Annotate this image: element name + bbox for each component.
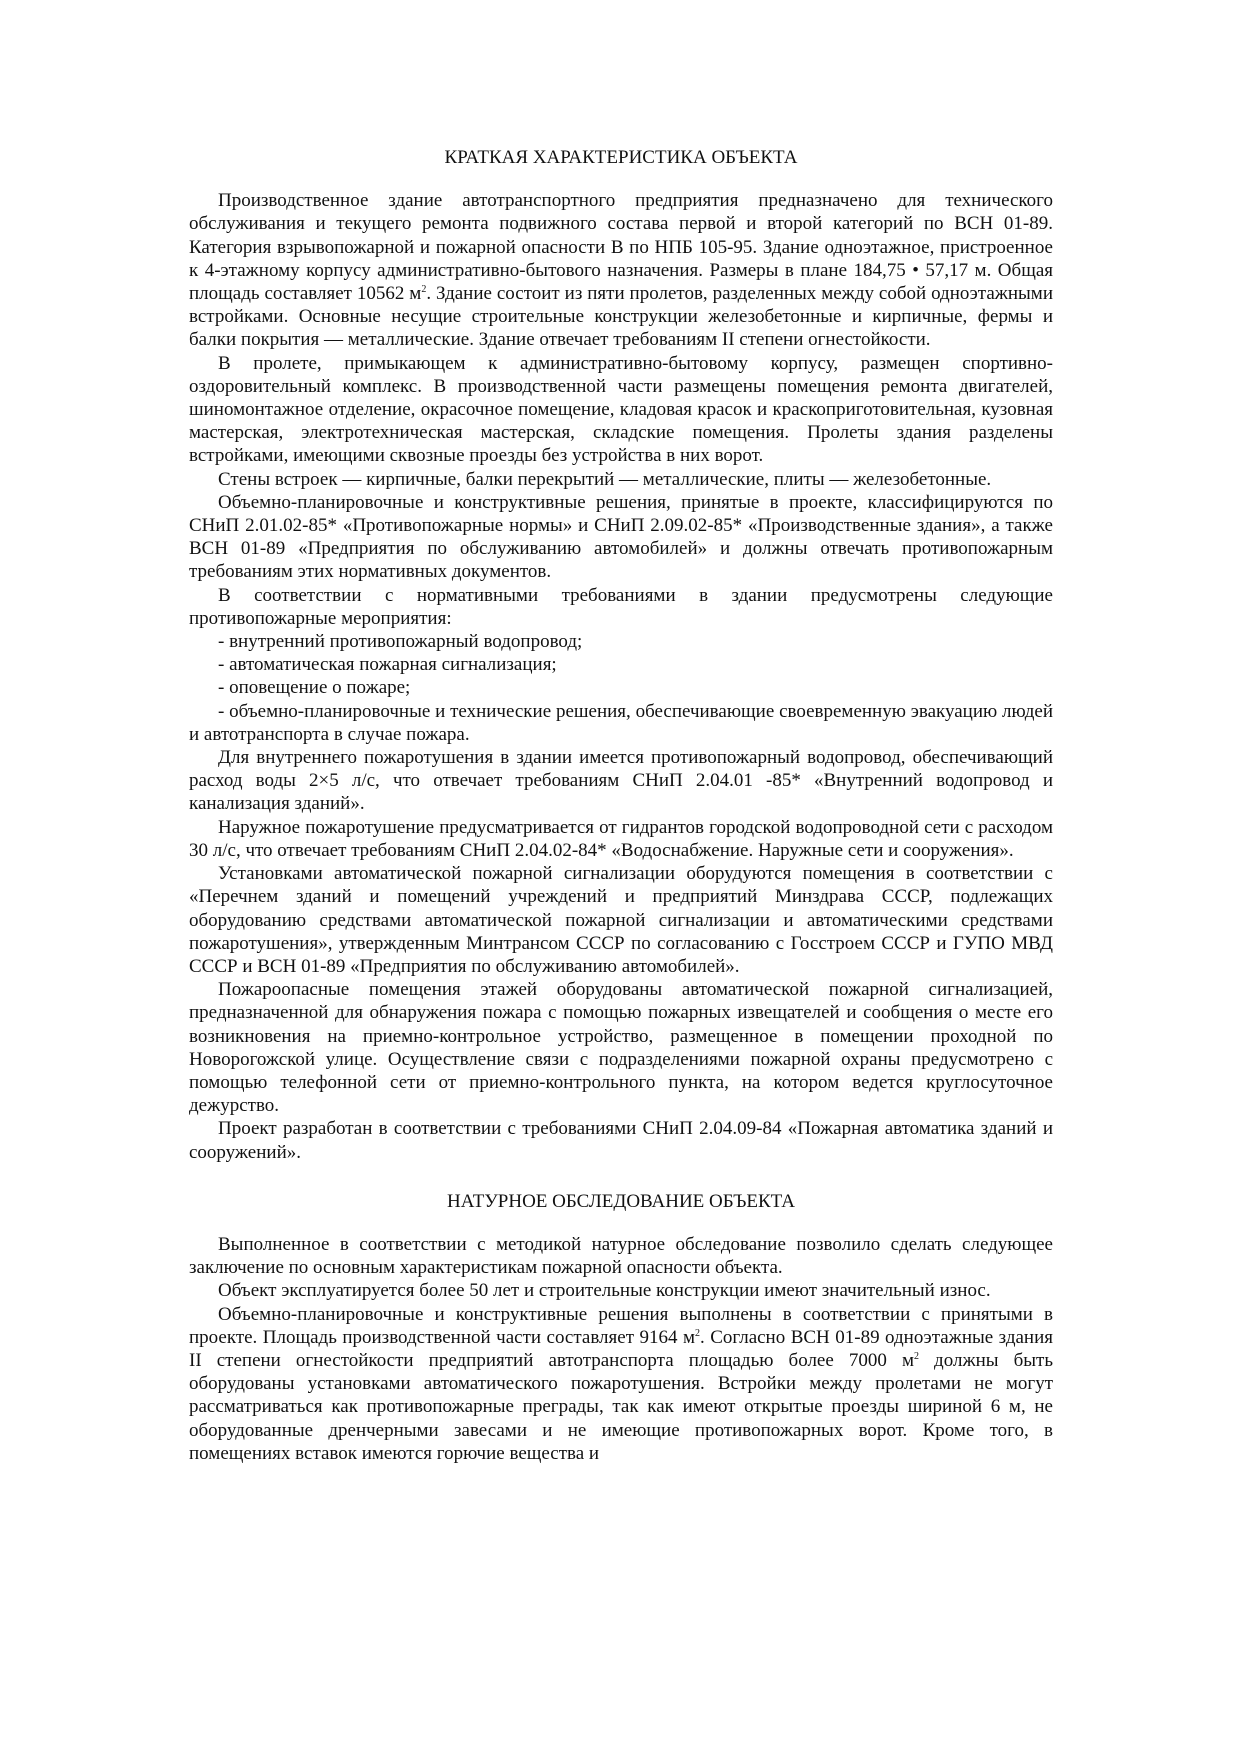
paragraph-text: Объемно-планировочные и конструктивные решения выполнены в соответствии с принятыми в проекте. Площадь производственной части составляет 9164 м [189,1303,1053,1348]
superscript: 2 [694,1327,700,1339]
paragraph-text: должны быть оборудованы установками автоматического пожаротушения. Встройки между пролетами не могут рассматриваться как противопожарные преграды, так как имеют открытые проезды шириной 6 м, не оборудованные дренчерными завесами и не имеющие противопожарных ворот. Кроме того, в помещениях вставок имеются горючие вещества и [189,1349,1053,1464]
paragraph-survey-details [189,1303,1053,1465]
paragraph-design-solutions: Объемно-планировочные и конструктивные решения, принятые в проекте, классифицируются по СНиП 2.01.02-85* «Противопожарные нормы» и СНиП 2.09.02-85* «Производственные здания», а также ВСН 01-89 «Предприятия по обслуживанию автомобилей» и должны отвечать противопожарным требованиям этих нормативных документов. [189,491,1053,583]
list-item: - автоматическая пожарная сигнализация; [218,654,557,676]
paragraph-external-firefighting: Наружное пожаротушение предусматривается от гидрантов городской водопроводной сети с расходом 30 л/с, что отвечает требованиям СНиП 2.04.02-84* «Водоснабжение. Наружные сети и сооружения». [189,816,1053,861]
paragraph-object-age: Объект эксплуатируется более 50 лет и строительные конструкции имеют значительный износ. [218,1280,991,1302]
list-item: - объемно-планировочные и технические решения, обеспечивающие своевременную эвакуацию людей и автотранспорта в случае пожара. [189,700,1053,745]
section-title-survey: НАТУРНОЕ ОБСЛЕДОВАНИЕ ОБЪЕКТА [446,1190,796,1212]
paragraph-internal-firefighting: Для внутреннего пожаротушения в здании имеется противопожарный водопровод, обеспечивающий расход воды 2×5 л/с, что отвечает требованиям СНиП 2.04.01 -85* «Внутренний водопровод и канализация зданий». [189,747,1053,815]
paragraph-alarm-installations: Установками автоматической пожарной сигнализации оборудуются помещения в соответствии с «Перечнем зданий и помещений учреждений и предприятий Минздрава СССР, подлежащих оборудованию средствами автоматической пожарной сигнализации и автоматическими средствами пожаротушения», утвержденным Минтрансом СССР по согласованию с Госстроем СССР и ГУПО МВД СССР и ВСН 01-89 «Предприятия по обслуживанию автомобилей». [189,863,1053,977]
paragraph-building-description [189,189,1053,351]
list-item: - оповещение о пожаре; [218,677,411,699]
document-page [189,146,1053,1741]
superscript: 2 [421,284,427,296]
paragraph-survey-conclusion: Выполненное в соответствии с методикой натурное обследование позволило сделать следующее заключение по основным характеристикам пожарной опасности объекта. [189,1233,1053,1279]
page-content [189,146,1053,1741]
paragraph-fire-hazard-rooms: Пожароопасные помещения этажей оборудованы автоматической пожарной сигнализацией, предназначенной для обнаружения пожара с помощью пожарных извещателей и сообщения о месте его возникновения на приемно-контрольное устройство, размещенное в помещении проходной по Новорогожской улице. Осуществление связи с подразделениями пожарной охраны предусмотрено с помощью телефонной сети от приемно-контрольного пункта, на котором ведется круглосуточное дежурство. [189,979,1053,1117]
paragraph-walls: Стены встроек — кирпичные, балки перекрытий — металлические, плиты — железобетонные. [218,468,992,490]
paragraph-text: . Здание состоит из пяти пролетов, разделенных между собой одноэтажными встройками. Основные несущие строительные конструкции железобетонные и кирпичные, фермы и балки покрытия — металлические. Здание отвечает требованиям II степени огнестойкости. [189,283,1053,351]
paragraph-spans: В пролете, примыкающем к административно-бытовому корпусу, размещен спортивно-оздоровительный комплекс. В производственной части размещены помещения ремонта двигателей, шиномонтажное отделение, окрасочное помещение, кладовая красок и краскоприготовительная, кузовная мастерская, электротехническая мастерская, складские помещения. Пролеты здания разделены встройками, имеющими сквозные проезды без устройства в них ворот. [189,352,1053,467]
superscript: 2 [913,1350,919,1362]
paragraph-requirements: В соответствии с нормативными требованиями в здании предусмотрены следующие противопожарные мероприятия: [189,584,1053,629]
list-item: - внутренний противопожарный водопровод; [218,631,583,653]
paragraph-text: Производственное здание автотранспортного предприятия предназначено для технического обслуживания и текущего ремонта подвижного состава первой и второй категорий по ВСН 01-89. Категория взрывопожарной и пожарной опасности В по НПБ 105-95. Здание одноэтажное, пристроенное к 4-этажному корпусу административно-бытового назначения. Размеры в плане 184,75 • 57,17 м. Общая площадь составляет 10562 м [189,190,1053,305]
paragraph-project-basis: Проект разработан в соответствии с требованиями СНиП 2.04.09-84 «Пожарная автоматика зданий и сооружений». [189,1118,1053,1163]
paragraph-text: . Согласно ВСН 01-89 одноэтажные здания II степени огнестойкости предприятий автотранспорта площадью более 7000 м [189,1326,1053,1371]
section-title-characteristics: КРАТКАЯ ХАРАКТЕРИСТИКА ОБЪЕКТА [444,147,798,168]
